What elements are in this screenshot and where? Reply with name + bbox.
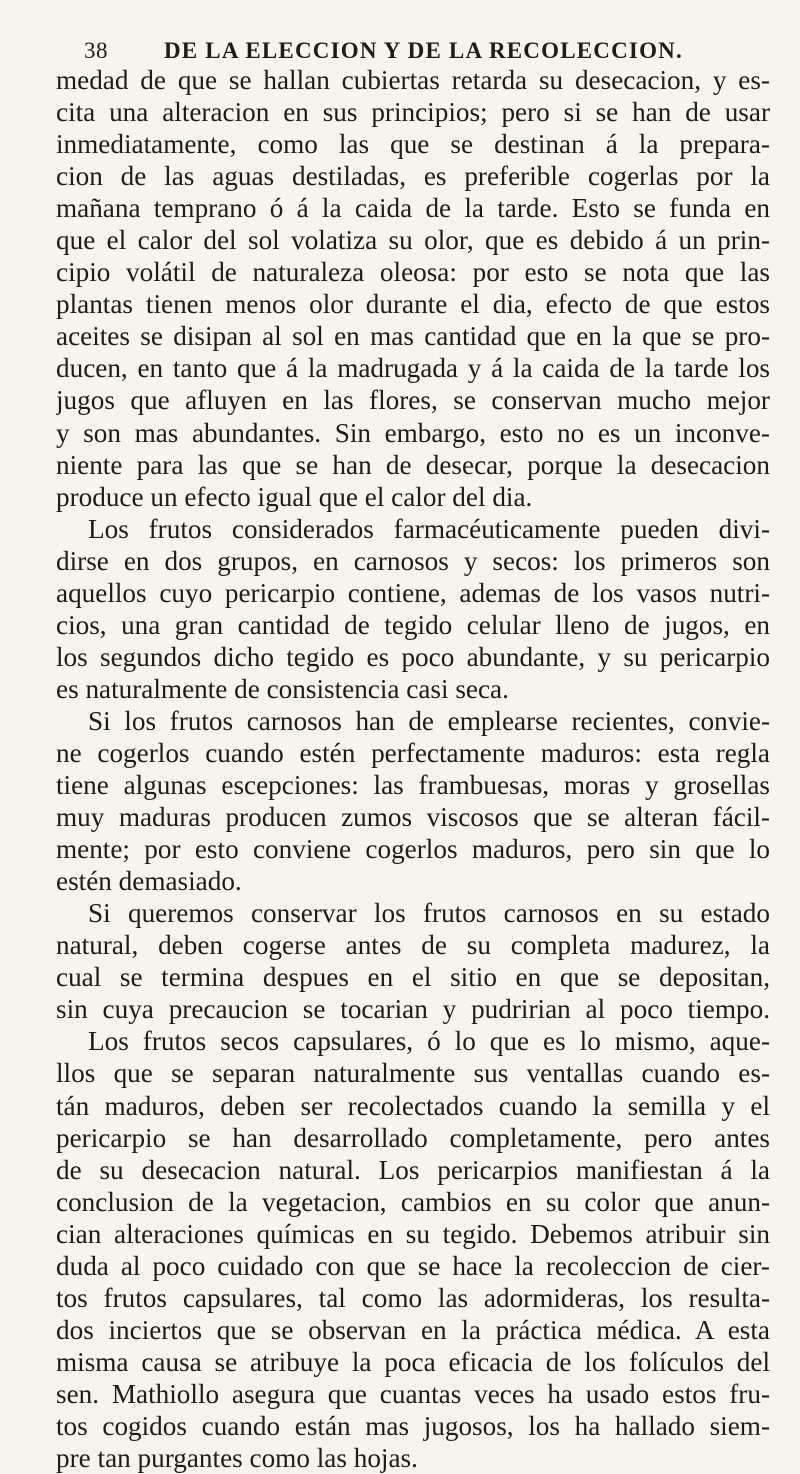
text-line: cipio volátil de naturaleza oleosa: por esto se nota que las: [56, 257, 770, 288]
text-line: tán maduros, deben ser recolectados cuando la semilla y el: [56, 1090, 770, 1121]
running-header: [84, 34, 770, 68]
text-line: y son mas abundantes. Sin embargo, esto no es un inconve-: [56, 417, 770, 448]
text-line: pericarpio se han desarrollado completamente, pero antes: [56, 1122, 770, 1153]
text-line: los segundos dicho tegido es poco abundante, y su pericarpio: [56, 641, 770, 672]
running-title: DE LA ELECCION Y DE LA RECOLECCION.: [164, 38, 683, 63]
paragraph-end-line: pre tan purgantes como las hojas.: [56, 1443, 418, 1474]
text-line: cita una alteracion en sus principios; pero si se han de usar: [56, 97, 770, 128]
text-line: duda al poco cuidado con que se hace la recoleccion de cier-: [56, 1250, 770, 1281]
text-line: que el calor del sol volatiza su olor, que es debido á un prin-: [56, 225, 770, 256]
text-line: cual se termina despues en el sitio en que se depositan,: [56, 962, 770, 993]
text-line: misma causa se atribuye la poca eficacia de los folículos del: [56, 1346, 770, 1377]
text-line: cion de las aguas destiladas, es preferible cogerlas por la: [56, 161, 770, 192]
text-line: jugos que afluyen en las flores, se conservan mucho mejor: [56, 385, 770, 416]
paragraph-end-line: es naturalmente de consistencia casi seca.: [56, 673, 509, 704]
text-line: plantas tienen menos olor durante el dia, efecto de que estos: [56, 289, 770, 320]
text-line: tiene algunas escepciones: las frambuesas, moras y grosellas: [56, 770, 770, 801]
text-line: dos inciertos que se observan en la práctica médica. A esta: [56, 1314, 770, 1345]
text-line: llos que se separan naturalmente sus ventallas cuando es-: [56, 1058, 770, 1089]
paragraph-start-line: Los frutos secos capsulares, ó lo que es lo mismo, aque-: [88, 1026, 770, 1057]
paragraph-end-line: produce un efecto igual que el calor del dia.: [56, 481, 533, 512]
text-line: ne cogerlos cuando estén perfectamente maduros: esta regla: [56, 737, 770, 768]
text-line: aquellos cuyo pericarpio contiene, ademas de los vasos nutri-: [56, 577, 770, 608]
paragraph-start-line: Si queremos conservar los frutos carnosos en su estado: [88, 898, 770, 929]
text-line: medad de que se hallan cubiertas retarda su desecacion, y es-: [56, 65, 770, 95]
text-line: conclusion de la vegetacion, cambios en su color que anun-: [56, 1186, 770, 1217]
text-line: sen. Mathiollo asegura que cuantas veces ha usado estos fru-: [56, 1378, 770, 1409]
text-line: tos cogidos cuando están mas jugosos, los ha hallado siem-: [56, 1410, 770, 1441]
paragraph-start-line: Los frutos considerados farmacéuticamente pueden divi-: [88, 513, 770, 544]
text-line: inmediatamente, como las que se destinan á la prepara-: [56, 129, 770, 160]
paragraph-end-line: estén demasiado.: [56, 866, 242, 897]
page-number: 38: [84, 38, 108, 63]
body-text: [56, 64, 770, 1474]
text-line: cian alteraciones químicas en su tegido. Debemos atribuir sin: [56, 1218, 770, 1249]
text-line: cios, una gran cantidad de tegido celular lleno de jugos, en: [56, 609, 770, 640]
text-line: ducen, en tanto que á la madrugada y á la caida de la tarde los: [56, 353, 770, 384]
text-line: de su desecacion natural. Los pericarpios manifiestan á la: [56, 1154, 770, 1185]
text-line: natural, deben cogerse antes de su completa madurez, la: [56, 930, 770, 961]
text-line: tos frutos capsulares, tal como las adormideras, los resulta-: [56, 1282, 770, 1313]
text-line: muy maduras producen zumos viscosos que se alteran fácil-: [56, 802, 770, 833]
text-line: dirse en dos grupos, en carnosos y secos: los primeros son: [56, 545, 770, 576]
paragraph-start-line: Si los frutos carnosos han de emplearse recientes, convie-: [88, 705, 770, 736]
text-line: sin cuya precaucion se tocarian y pudririan al poco tiempo.: [56, 994, 770, 1025]
text-line: mañana temprano ó á la caida de la tarde. Esto se funda en: [56, 193, 770, 224]
text-line: niente para las que se han de desecar, porque la desecacion: [56, 449, 770, 480]
text-line: mente; por esto conviene cogerlos maduros, pero sin que lo: [56, 834, 770, 865]
text-line: aceites se disipan al sol en mas cantidad que en la que se pro-: [56, 321, 770, 352]
